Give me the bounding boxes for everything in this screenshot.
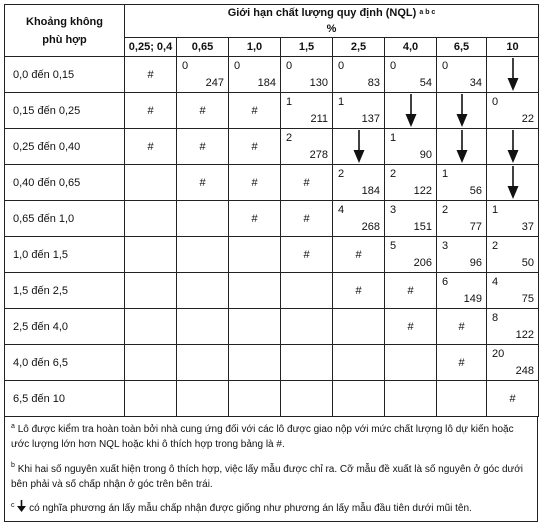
- hash-mark: #: [407, 284, 414, 297]
- hash-mark: #: [199, 104, 206, 117]
- row-label: 4,0 đến 6,5: [5, 345, 125, 381]
- sample-size: 34: [469, 77, 482, 89]
- sample-size: 184: [257, 77, 276, 89]
- down-arrow-icon: [487, 57, 538, 92]
- sample-size: 184: [361, 185, 380, 197]
- acceptance-number: 6: [442, 276, 449, 288]
- table-cell: [125, 381, 177, 417]
- sample-size: 75: [521, 293, 534, 305]
- table-cell: [437, 381, 487, 417]
- table-cell: [125, 309, 177, 345]
- table-cell: [385, 201, 437, 237]
- acceptance-number: 0: [286, 60, 293, 72]
- table-row: [5, 381, 539, 417]
- table-cell: [177, 57, 229, 93]
- table-row: [5, 93, 539, 129]
- table-cell: [177, 381, 229, 417]
- table-cell: [333, 201, 385, 237]
- table-cell: [177, 93, 229, 129]
- hash-mark: #: [147, 68, 154, 81]
- row-label: 1,5 đến 2,5: [5, 273, 125, 309]
- table-row: [5, 165, 539, 201]
- hash-mark: #: [147, 140, 154, 153]
- table-cell: [487, 93, 539, 129]
- table-row: [5, 309, 539, 345]
- footnote-a-text: Lô được kiểm tra hoàn toàn bởi nhà cung ứng đối với các lô được giao nộp với mức chất lượng lô dự kiến hoặc ước lượng lớn hơn NQL hoặc khi ô thích hợp trong bảng là #.: [11, 424, 514, 451]
- acceptance-number: 4: [338, 204, 345, 216]
- table-cell: [333, 129, 385, 165]
- column-header: 6,5: [437, 38, 487, 57]
- row-label: 0,40 đến 0,65: [5, 165, 125, 201]
- hash-mark: #: [303, 248, 310, 261]
- sample-size: 54: [419, 77, 432, 89]
- down-arrow-icon: [437, 93, 486, 128]
- table-cell: [281, 57, 333, 93]
- table-cell: [177, 345, 229, 381]
- table-cell: [281, 381, 333, 417]
- table-cell: [333, 237, 385, 273]
- table-cell: [333, 165, 385, 201]
- acceptance-number: 20: [492, 348, 505, 360]
- acceptance-number: 1: [286, 96, 293, 108]
- table-cell: [385, 273, 437, 309]
- sample-size: 268: [361, 221, 380, 233]
- sample-size: 149: [463, 293, 482, 305]
- row-label: 0,15 đến 0,25: [5, 93, 125, 129]
- footnote-b-mark: b: [11, 462, 15, 470]
- sampling-plan-table: [4, 4, 539, 417]
- table-cell: [125, 345, 177, 381]
- down-arrow-icon: [333, 129, 384, 164]
- table-cell: [487, 381, 539, 417]
- table-cell: [281, 273, 333, 309]
- column-header: 1,0: [229, 38, 281, 57]
- table-cell: [437, 237, 487, 273]
- down-arrow-icon: [385, 93, 436, 128]
- row-label: 1,0 đến 1,5: [5, 237, 125, 273]
- sample-size: 248: [515, 365, 534, 377]
- sample-size: 50: [521, 257, 534, 269]
- down-arrow-icon: [17, 500, 26, 517]
- acceptance-number: 1: [338, 96, 345, 108]
- table-cell: [487, 237, 539, 273]
- table-cell: [281, 93, 333, 129]
- table-cell: [385, 165, 437, 201]
- acceptance-number: 0: [442, 60, 449, 72]
- table-cell: [437, 345, 487, 381]
- footnote-a-mark: a: [11, 423, 15, 430]
- table-cell: [281, 345, 333, 381]
- sample-size: 56: [469, 185, 482, 197]
- column-header: 10: [487, 38, 539, 57]
- table-row: [5, 237, 539, 273]
- sample-size: 247: [205, 77, 224, 89]
- footnote-c-mark: c: [11, 501, 15, 509]
- table-cell: [333, 309, 385, 345]
- table-cell: [125, 93, 177, 129]
- table-cell: [177, 129, 229, 165]
- table-cell: [177, 309, 229, 345]
- sample-size: 151: [413, 221, 432, 233]
- table-cell: [487, 345, 539, 381]
- table-cell: [333, 381, 385, 417]
- table-cell: [333, 93, 385, 129]
- table-cell: [437, 201, 487, 237]
- sample-size: 211: [310, 113, 328, 125]
- table-cell: [437, 273, 487, 309]
- hash-mark: #: [251, 212, 258, 225]
- hash-mark: #: [458, 320, 465, 333]
- table-cell: [487, 273, 539, 309]
- row-label: 0,25 đến 0,40: [5, 129, 125, 165]
- acceptance-number: 5: [390, 240, 397, 252]
- table-cell: [229, 93, 281, 129]
- hash-mark: #: [147, 104, 154, 117]
- table-cell: [281, 165, 333, 201]
- acceptance-number: 2: [286, 132, 293, 144]
- table-row: [5, 273, 539, 309]
- table-cell: [487, 57, 539, 93]
- acceptance-number: 0: [390, 60, 397, 72]
- table-cell: [487, 309, 539, 345]
- table-cell: [281, 309, 333, 345]
- table-cell: [333, 273, 385, 309]
- row-header: [5, 5, 125, 57]
- sample-size: 137: [361, 113, 380, 125]
- table-cell: [437, 93, 487, 129]
- table-cell: [125, 129, 177, 165]
- table-cell: [385, 237, 437, 273]
- hash-mark: #: [355, 248, 362, 261]
- table-row: [5, 129, 539, 165]
- acceptance-number: 3: [390, 204, 397, 216]
- table-cell: [437, 129, 487, 165]
- sample-size: 206: [413, 257, 432, 269]
- footnote-c-text: có nghĩa phương án lấy mẫu chấp nhận được giống như phương án lấy mẫu đầu tiên dưới mũi tên.: [29, 502, 472, 514]
- table-cell: [125, 57, 177, 93]
- acceptance-number: 2: [338, 168, 345, 180]
- table-cell: [125, 273, 177, 309]
- table-cell: [487, 129, 539, 165]
- row-label: 0,65 đến 1,0: [5, 201, 125, 237]
- table-cell: [385, 309, 437, 345]
- aql-title: Giới hạn chất lượng quy định (NQL): [227, 7, 417, 19]
- footnote-b-text: Khi hai số nguyên xuất hiện trong ô thích hợp, việc lấy mẫu được chỉ ra. Cỡ mẫu đề xuất là số nguyên ở góc dưới bên phải và số chấp nhận ở góc trên bên trái.: [11, 463, 524, 490]
- column-header: 2,5: [333, 38, 385, 57]
- hash-mark: #: [251, 104, 258, 117]
- table-row: [5, 345, 539, 381]
- table-cell: [281, 129, 333, 165]
- table-cell: [385, 57, 437, 93]
- table-cell: [385, 381, 437, 417]
- table-cell: [385, 93, 437, 129]
- table-cell: [177, 165, 229, 201]
- table-cell: [229, 345, 281, 381]
- column-header: 4,0: [385, 38, 437, 57]
- table-cell: [177, 201, 229, 237]
- table-row: [5, 201, 539, 237]
- hash-mark: #: [509, 392, 516, 405]
- column-header: 0,25; 0,4: [125, 38, 177, 57]
- table-cell: [385, 129, 437, 165]
- table-cell: [229, 129, 281, 165]
- footnote-c: [5, 496, 537, 521]
- acceptance-number: 2: [492, 240, 499, 252]
- row-header-text: Khoảng không phù hợp: [26, 15, 103, 46]
- table-cell: [487, 201, 539, 237]
- table-cell: [437, 57, 487, 93]
- hash-mark: #: [199, 176, 206, 189]
- table-cell: [177, 237, 229, 273]
- down-arrow-icon: [487, 165, 538, 200]
- aql-unit: %: [326, 23, 337, 35]
- hash-mark: #: [355, 284, 362, 297]
- footnote-a: [5, 417, 537, 456]
- table-cell: [177, 273, 229, 309]
- acceptance-number: 2: [442, 204, 449, 216]
- table-cell: [385, 345, 437, 381]
- acceptance-number: 0: [338, 60, 345, 72]
- table-cell: [229, 273, 281, 309]
- down-arrow-icon: [437, 129, 486, 164]
- sample-size: 278: [309, 149, 328, 161]
- acceptance-number: 3: [442, 240, 449, 252]
- sample-size: 77: [469, 221, 482, 233]
- sample-size: 122: [413, 185, 432, 197]
- hash-mark: #: [251, 140, 258, 153]
- down-arrow-icon: [487, 129, 538, 164]
- acceptance-number: 8: [492, 312, 499, 324]
- sample-size: 22: [521, 113, 534, 125]
- sample-size: 90: [419, 149, 432, 161]
- table-cell: [229, 309, 281, 345]
- table-cell: [229, 57, 281, 93]
- acceptance-number: 4: [492, 276, 499, 288]
- table-cell: [229, 201, 281, 237]
- table-cell: [281, 201, 333, 237]
- table-cell: [437, 309, 487, 345]
- sample-size: 122: [515, 329, 534, 341]
- table-cell: [125, 165, 177, 201]
- hash-mark: #: [251, 176, 258, 189]
- table-cell: [229, 237, 281, 273]
- table-cell: [281, 237, 333, 273]
- footnote-b: [5, 456, 537, 495]
- hash-mark: #: [407, 320, 414, 333]
- row-label: 0,0 đến 0,15: [5, 57, 125, 93]
- acceptance-number: 1: [492, 204, 499, 216]
- sample-size: 96: [469, 257, 482, 269]
- aql-superscript: a b c: [419, 9, 436, 16]
- row-label: 6,5 đến 10: [5, 381, 125, 417]
- hash-mark: #: [303, 212, 310, 225]
- acceptance-number: 1: [390, 132, 397, 144]
- table-cell: [333, 57, 385, 93]
- hash-mark: #: [458, 356, 465, 369]
- aql-header: [125, 5, 539, 38]
- table-body: [5, 57, 539, 417]
- table-row: [5, 57, 539, 93]
- table-cell: [333, 345, 385, 381]
- table-cell: [437, 165, 487, 201]
- hash-mark: #: [199, 140, 206, 153]
- column-header: 1,5: [281, 38, 333, 57]
- column-header: 0,65: [177, 38, 229, 57]
- row-label: 2,5 đến 4,0: [5, 309, 125, 345]
- table-cell: [125, 237, 177, 273]
- table-cell: [229, 381, 281, 417]
- hash-mark: #: [303, 176, 310, 189]
- acceptance-number: 0: [234, 60, 241, 72]
- acceptance-number: 0: [492, 96, 499, 108]
- acceptance-number: 0: [182, 60, 189, 72]
- table-cell: [487, 165, 539, 201]
- table-cell: [125, 201, 177, 237]
- sample-size: 130: [309, 77, 328, 89]
- footnotes: [4, 416, 538, 522]
- table-cell: [229, 165, 281, 201]
- sample-size: 83: [367, 77, 380, 89]
- sample-size: 37: [521, 221, 534, 233]
- acceptance-number: 2: [390, 168, 397, 180]
- acceptance-number: 1: [442, 168, 449, 180]
